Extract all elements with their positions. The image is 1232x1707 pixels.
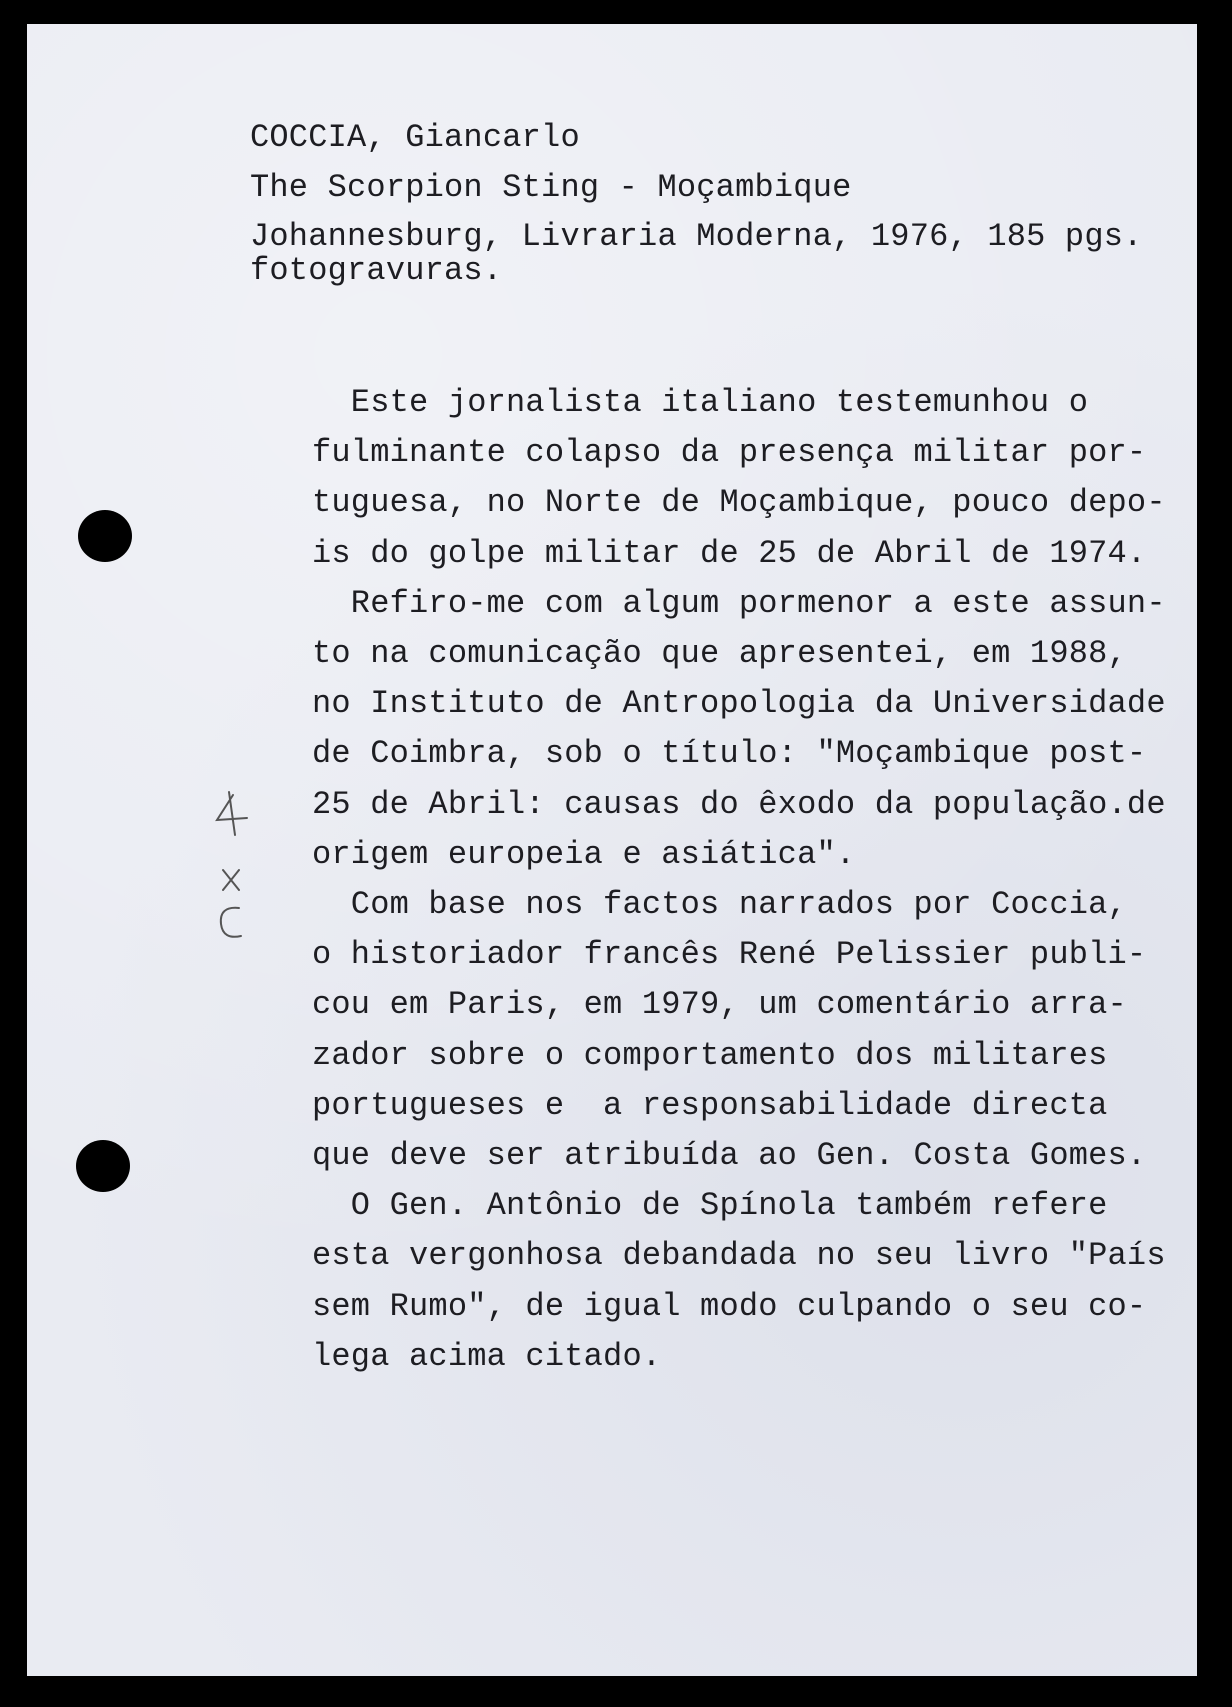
body-line: Refiro-me com algum pormenor a este assun- [312,584,1166,622]
body-line: sem Rumo", de igual modo culpando o seu co- [312,1287,1147,1325]
punch-hole-bottom [76,1140,130,1192]
body-line: no Instituto de Antropologia da Universidade [312,685,1166,723]
body-line: origem europeia e asiática". [312,835,856,873]
author-line: COCCIA, Giancarlo [250,119,580,156]
publication-extra-line: fotogravuras. [250,252,503,289]
body-line: to na comunicação que apresentei, em 1988, [312,635,1127,672]
publication-line: Johannesburg, Livraria Moderna, 1976, 185 pgs. [250,218,1143,255]
punch-hole-top [78,510,132,562]
body-line: que deve ser atribuída ao Gen. Costa Gomes. [312,1137,1147,1174]
body-line: fulminante colapso da presença militar por- [312,434,1147,472]
body-line: tuguesa, no Norte de Moçambique, pouco depo- [312,484,1166,522]
body-line: portugueses e a responsabilidade directa [312,1086,1108,1124]
body-line: 25 de Abril: causas do êxodo da população.de [312,785,1166,823]
body-line: O Gen. Antônio de Spínola também refere [312,1187,1108,1225]
body-line: is do golpe militar de 25 de Abril de 1974. [312,534,1147,572]
body-line: Este jornalista italiano testemunhou o [312,384,1089,421]
body-line: cou em Paris, em 1979, um comentário arra- [312,986,1127,1024]
body-line: Com base nos factos narrados por Coccia, [312,886,1127,923]
body-line: esta vergonhosa debandada no seu livro "País [312,1237,1166,1275]
body-line: lega acima citado. [312,1337,662,1375]
body-line: o historiador francês René Pelissier publi- [312,936,1147,974]
body-line: de Coimbra, sob o título: "Moçambique post- [312,735,1147,773]
body-line: zador sobre o comportamento dos militares [312,1036,1108,1074]
book-title-line: The Scorpion Sting - Moçambique [250,169,852,206]
handwritten-note [195,790,265,940]
